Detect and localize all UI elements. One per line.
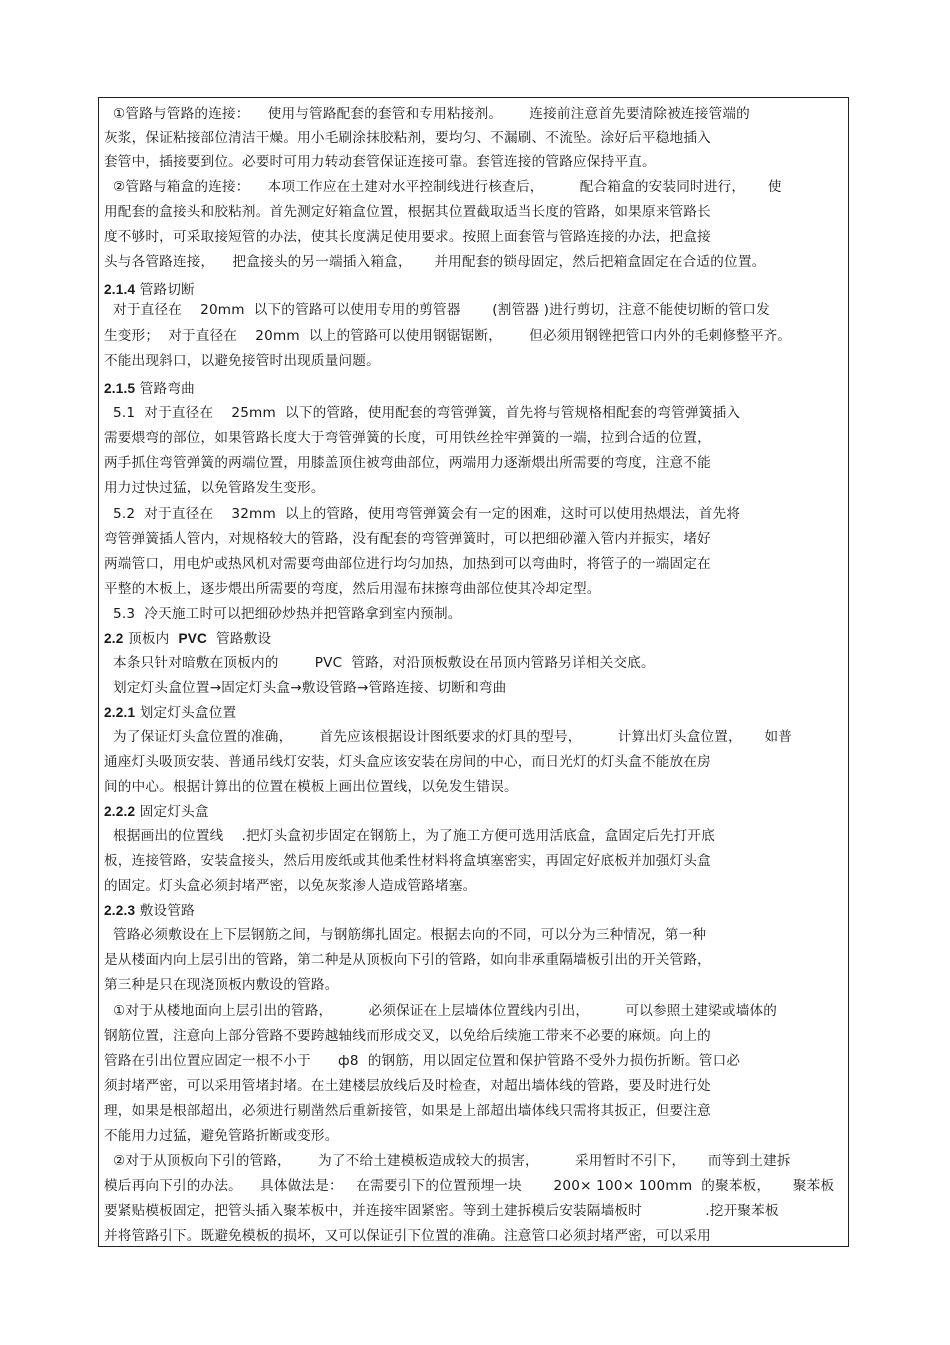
section-number: 2.2.3 (104, 903, 136, 918)
section-heading (104, 803, 209, 821)
body-text-line: ②管路与箱盒的连接： 本项工作应在土建对水平控制线进行核查后， 配合箱盒的安装同时进行， 使 (104, 179, 782, 195)
body-text-line: 为了保证灯头盒位置的准确， 首先应该根据设计图纸要求的灯具的型号， 计算出灯头盒位置， 如普 (104, 729, 793, 745)
section-title-tail: 管路敷设 (207, 631, 272, 647)
section-heading (104, 630, 271, 648)
body-text-line: 管路必须敷设在上下层钢筋之间，与钢筋绑扎固定。根据去向的不同，可以分为三种情况，第一种 (104, 927, 707, 943)
section-title: 敷设管路 (135, 903, 195, 919)
section-number: 2.1.5 (104, 381, 136, 396)
section-title: 管路切断 (135, 282, 195, 298)
body-text-line: 对于直径在 20mm 以下的管路可以使用专用的剪管器 (割管器 )进行剪切，注意不能使切断的管口发 (104, 302, 770, 318)
body-text-line: 钢筋位置，注意向上部分管路不要跨越轴线而形成交叉，以免给后续施工带来不必要的麻烦。向上的 (104, 1028, 711, 1044)
body-text-line: 要紧贴模板固定，把管头插入聚苯板中，并连接牢固紧密。等到土建拆模后安装隔墙板时 .挖开聚苯板 (104, 1203, 779, 1219)
body-text-line: 5.3 冷天施工时可以把细砂炒热并把管路拿到室内预制。 (104, 606, 462, 622)
section-title: 固定灯头盒 (135, 804, 209, 820)
body-text-line: 的固定。灯头盒必须封堵严密，以免灰浆渗人造成管路堵塞。 (104, 878, 477, 894)
body-text-line: 并将管路引下。既避免模板的损坏，又可以保证引下位置的准确。注意管口必须封堵严密，可以采用 (104, 1228, 711, 1244)
body-text-line: 划定灯头盒位置→固定灯头盒→敷设管路→管路连接、切断和弯曲 (104, 680, 507, 696)
body-text-line: 套管中，插接要到位。必要时可用力转动套管保证连接可靠。套管连接的管路应保持平直。 (104, 154, 656, 170)
body-text-line: 须封堵严密，可以采用管堵封堵。在土建楼层放线后及时检查，对超出墙体线的管路，要及时进行处 (104, 1078, 711, 1094)
section-title-term: PVC (178, 631, 208, 646)
section-number: 2.2.1 (104, 705, 136, 720)
body-text-line: ①管路与管路的连接： 使用与管路配套的套管和专用粘接剂。 连接前注意首先要清除被连接管端的 (104, 106, 750, 122)
body-text-line: 用配套的盒接头和胶粘剂。首先测定好箱盒位置，根据其位置截取适当长度的管路，如果原来管路长 (104, 204, 711, 220)
body-text-line: ②对于从顶板向下引的管路， 为了不给土建模板造成较大的损害， 采用暂时不引下， 而等到土建拆 (104, 1153, 791, 1169)
body-text-line: 不能用力过猛，避免管路折断或变形。 (104, 1128, 339, 1144)
body-text-line: ①对于从楼地面向上层引出的管路， 必须保证在上层墙体位置线内引出， 可以参照土建梁或墙体的 (104, 1003, 778, 1019)
section-number: 2.1.4 (104, 282, 136, 297)
body-text-line: 理，如果是根部超出，必须进行剔凿然后重新接管，如果是上部超出墙体线只需将其扳正，但要注意 (104, 1103, 711, 1119)
body-text-line: 不能出现斜口，以避免接管时出现质量问题。 (104, 353, 380, 369)
section-heading (104, 281, 195, 299)
body-text-line: 度不够时，可采取接短管的办法，使其长度满足使用要求。按照上面套管与管路连接的办法，把盒接 (104, 229, 711, 245)
body-text-line: 间的中心。根据计算出的位置在模板上画出位置线，以免发生错误。 (104, 779, 518, 795)
body-text-line: 第三种是只在现浇顶板内敷设的管路。 (104, 977, 339, 993)
section-title: 管路弯曲 (135, 381, 195, 397)
body-text-line: 根据画出的位置线 .把灯头盒初步固定在钢筋上，为了施工方便可选用活底盒，盒固定后先打开底 (104, 828, 715, 844)
body-text-line: 弯管弹簧插人管内，对规格较大的管路，没有配套的弯管弹簧时，可以把细砂灌入管内并振实，堵好 (104, 531, 711, 547)
body-text-line: 5.2 对于直径在 32mm 以上的管路，使用弯管弹簧会有一定的困难，这时可以使用热煨法，首先将 (104, 506, 741, 522)
body-text-line: 管路在引出位置应固定一根不小于 ф8 的钢筋，用以固定位置和保护管路不受外力损伤折断。管口必 (104, 1053, 741, 1069)
section-number: 2.2.2 (104, 804, 136, 819)
body-text-line: 通座灯头吸顶安装、普通吊线灯安装，灯头盒应该安装在房间的中心，而日光灯的灯头盒不能放在房 (104, 754, 711, 770)
body-text-line: 需要煨弯的部位，如果管路长度大于弯管弹簧的长度，可用铁丝拴牢弹簧的一端，拉到合适的位置， (104, 430, 711, 446)
body-text-line: 模后再向下引的办法。 具体做法是： 在需要引下的位置预埋一块 200× 100× 100mm 的聚苯板， 聚苯板 (104, 1178, 835, 1194)
section-heading (104, 704, 236, 722)
body-text-line: 用力过快过猛，以免管路发生变形。 (104, 480, 325, 496)
body-text-line: 板，连接管路，安装盒接头，然后用废纸或其他柔性材料将盒填塞密实，再固定好底板并加强灯头盒 (104, 853, 711, 869)
body-text-line: 平整的木板上，逐步煨出所需要的弯度，然后用湿布抹擦弯曲部位使其冷却定型。 (104, 581, 601, 597)
body-text-line: 两端管口，用电炉或热风机对需要弯曲部位进行均匀加热，加热到可以弯曲时，将管子的一端固定在 (104, 556, 711, 572)
body-text-line: 本条只针对暗敷在顶板内的 PVC 管路，对沿顶板敷设在吊顶内管路另详相关交底。 (104, 655, 655, 671)
section-title: 划定灯头盒位置 (135, 705, 237, 721)
section-heading (104, 902, 195, 920)
body-text-line: 是从楼面内向上层引出的管路，第二种是从顶板向下引的管路，如向非承重隔墙板引出的开关管路， (104, 952, 711, 968)
body-text-line: 头与各管路连接， 把盒接头的另一端插入箱盒， 并用配套的锁母固定，然后把箱盒固定在合适的位置。 (104, 254, 766, 270)
body-text-line: 生变形； 对于直径在 20mm 以上的管路可以使用钢锯锯断， 但必须用钢锉把管口内外的毛刺修整平齐。 (104, 328, 792, 344)
section-title: 顶板内 (123, 631, 179, 647)
body-text-line: 5.1 对于直径在 25mm 以下的管路，使用配套的弯管弹簧，首先将与管规格相配套的弯管弹簧插入 (104, 405, 741, 421)
body-text-line: 灰浆，保证粘接部位清洁干燥。用小毛刷涂抹胶粘剂，要均匀、不漏刷、不流坠。涂好后平稳地插入 (104, 130, 711, 146)
body-text-line: 两手抓住弯管弹簧的两端位置，用膝盖顶住被弯曲部位，两端用力逐渐煨出所需要的弯度，注意不能 (104, 455, 711, 471)
section-number: 2.2 (104, 631, 124, 646)
section-heading (104, 380, 195, 398)
